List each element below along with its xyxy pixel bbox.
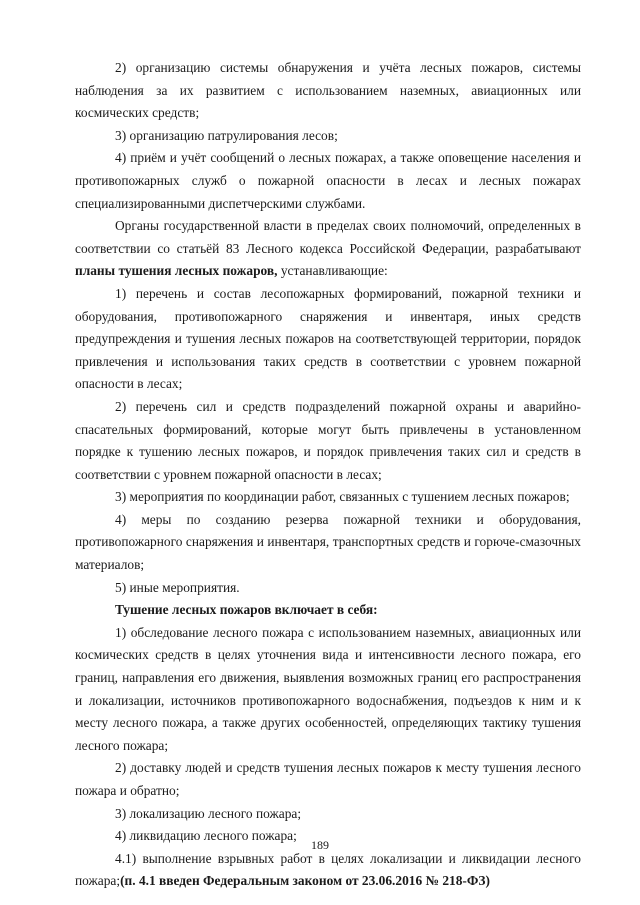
page-body xyxy=(75,57,581,893)
paragraph-text: Органы государственной власти в пределах своих полномочий, определенных в соответствии со статьёй 83 Лесного кодекса Российской Федерации, разрабатывают xyxy=(75,218,581,256)
paragraph-text: 4.1) выполнение взрывных работ в целях локализации и ликвидации лесного пожара; xyxy=(75,850,581,889)
paragraph-plan-item-2: 2) перечень сил и средств подразделений пожарной охраны и аварийно-спасательных формирований, которые могут быть привлечены в установленном порядке к тушению лесных пожаров, и порядок привлечения таких сил и средств в соответствии с уровнем пожарной опасности в лесах; xyxy=(75,398,581,482)
paragraph-plan-item-1: 1) перечень и состав лесопожарных формирований, пожарной техники и оборудования, противопожарного снаряжения и инвентаря, иных средств предупреждения и тушения лесных пожаров на соответствующей территории, порядок привлечения и использования таких средств в соответствии с уровнем пожарной опасности в лесах; xyxy=(75,285,581,392)
bold-term-fire-plans: планы тушения лесных пожаров, xyxy=(75,263,278,279)
paragraph-item-4-reports: 4) приём и учёт сообщений о лесных пожарах, а также оповещение населения и противопожарных служб о пожарной опасности в лесах и лесных пожарах специализированными диспетчерскими службами. xyxy=(75,150,581,211)
paragraph-plan-item-4: 4) меры по созданию резерва пожарной техники и оборудования, противопожарного снаряжения и инвентаря, транспортных средств и горюче-смазочных материалов; xyxy=(75,511,581,573)
paragraph-item-3-patrol: 3) организацию патрулирования лесов; xyxy=(115,127,338,143)
paragraph-suppression-item-1: 1) обследование лесного пожара с использованием наземных, авиационных или космических средств в целях уточнения вида и интенсивности лесного пожара, его границ, направления его движения, выявления возможных границ его распространения и локализации, источников противопожарного водоснабжения, подъездов к ним и к месту лесного пожара, а также других особенностей, определяющих тактику тушения лесного пожара; xyxy=(75,624,581,753)
paragraph-plan-item-5: 5) иные мероприятия. xyxy=(115,579,240,595)
paragraph-suppression-item-3: 3) локализацию лесного пожара; xyxy=(115,805,302,821)
paragraph-text: устанавливающие: xyxy=(277,263,388,279)
section-heading-fire-suppression xyxy=(75,599,581,622)
paragraph-item-2-detection: 2) организацию системы обнаружения и учёта лесных пожаров, системы наблюдения за их развитием с использованием наземных, авиационных или космических средств; xyxy=(75,60,581,121)
paragraph-fire-plans-intro xyxy=(75,215,581,283)
page-number: 189 xyxy=(311,838,329,852)
bold-amendment-note: (п. 4.1 введен Федеральным законом от 23.06.2016 № 218-ФЗ) xyxy=(120,873,490,889)
paragraph-plan-item-3: 3) мероприятия по координации работ, связанных с тушением лесных пожаров; xyxy=(115,489,570,505)
paragraph-suppression-item-2: 2) доставку людей и средств тушения лесных пожаров к месту тушения лесного пожара и обратно; xyxy=(75,760,581,798)
bold-heading-text: Тушение лесных пожаров включает в себя: xyxy=(115,602,378,618)
paragraph-suppression-item-4: 4) ликвидацию лесного пожара; xyxy=(115,828,297,844)
